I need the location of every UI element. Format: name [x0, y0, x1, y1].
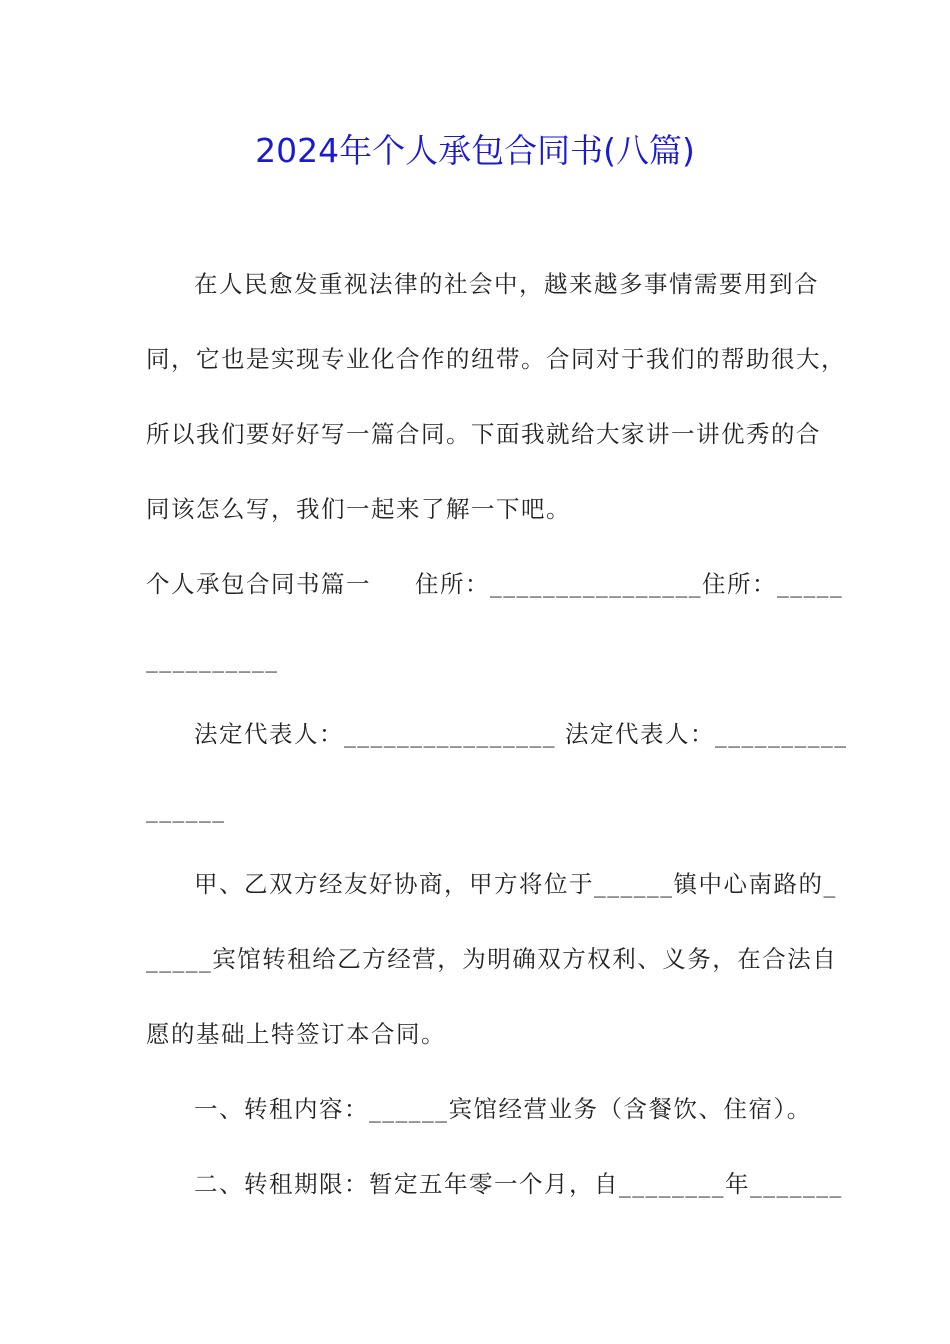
section-heading-line — [146, 564, 844, 604]
legal-representative-line: 法定代表人：________________ 法定代表人：__________ — [194, 720, 848, 748]
paragraph-line-1: 在人民愈发重视法律的社会中，越来越多事情需要用到合 — [194, 270, 819, 298]
paragraph-line-2: 同，它也是实现专业化合作的纽带。合同对于我们的帮助很大， — [146, 345, 846, 373]
paragraph-line-3: 所以我们要好好写一篇合同。下面我就给大家讲一讲优秀的合 — [146, 420, 821, 448]
clause-2: 二、转租期限：暂定五年零一个月，自________年_______ — [194, 1170, 843, 1198]
agreement-line-2: _____宾馆转租给乙方经营，为明确双方权利、义务，在合法自 — [146, 945, 838, 973]
document-title: 2024年个人承包合同书(八篇) — [255, 131, 695, 170]
section-heading: 个人承包合同书篇一 — [146, 570, 371, 598]
paragraph-line-4: 同该怎么写，我们一起来了解一下吧。 — [146, 495, 571, 523]
agreement-line-3: 愿的基础上特签订本合同。 — [146, 1020, 446, 1048]
agreement-line-1: 甲、乙双方经友好协商，甲方将位于______镇中心南路的_ — [194, 870, 837, 898]
address-continuation: __________ — [146, 645, 279, 673]
address-fields: 住所：________________住所：_____ — [415, 570, 844, 598]
clause-1: 一、转租内容：______宾馆经营业务（含餐饮、住宿）。 — [194, 1095, 812, 1123]
legal-representative-continuation: ______ — [146, 795, 226, 823]
